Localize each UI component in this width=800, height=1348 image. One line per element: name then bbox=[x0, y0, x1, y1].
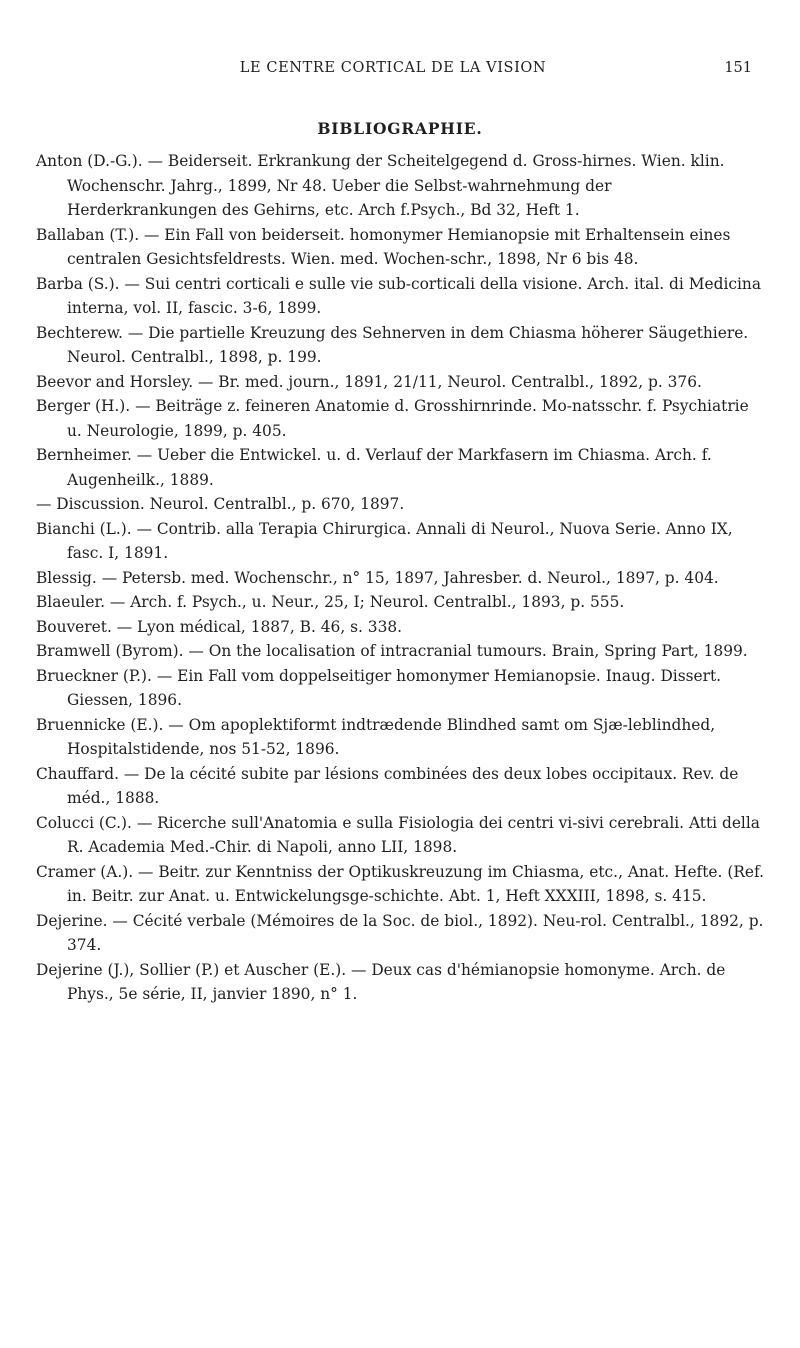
bibliography-entry: — Discussion. Neurol. Centralbl., p. 670, 1897. bbox=[36, 495, 405, 513]
bibliography-entry: Bianchi (L.). — Contrib. alla Terapia Chirurgica. Annali di Neurol., Nuova Serie. Anno IX, fasc. I, 1891. bbox=[36, 519, 733, 562]
bibliography-entry: Dejerine. — Cécité verbale (Mémoires de la Soc. de biol., 1892). Neu-rol. Centralbl., 1892, p. 374. bbox=[36, 911, 764, 954]
bibliography-entry: Cramer (A.). — Beitr. zur Kenntniss der Optikuskreuzung im Chiasma, etc., Anat. Hefte. (Ref. in. Beitr. zur Anat. u. Entwickelungsge-schichte. Abt. 1, Heft XXXIII, 1898, s. 415. bbox=[36, 862, 765, 905]
bibliography-entry: Dejerine (J.), Sollier (P.) et Auscher (E.). — Deux cas d'hémianopsie homonyme. Arch. de Phys., 5e série, II, janvier 1890, n° 1. bbox=[36, 960, 726, 1003]
bibliography-entry: Beevor and Horsley. — Br. med. journ., 1891, 21/11, Neurol. Centralbl., 1892, p. 376. bbox=[36, 372, 702, 391]
bibliography-entry: Anton (D.-G.). — Beiderseit. Erkrankung der Scheitelgegend d. Gross-hirnes. Wien. klin. Wochenschr. Jahrg., 1899, Nr 48. Ueber die Selbst-wahrnehmung der Herderkrankungen des Gehirns, etc. Arch f.Psych., Bd 32, Heft 1. bbox=[36, 152, 725, 219]
running-title: LE CENTRE CORTICAL DE LA VISION bbox=[239, 60, 547, 76]
bibliography-entry: Bechterew. — Die partielle Kreuzung des Sehnerven in dem Chiasma höherer Säugethiere. Neurol. Centralbl., 1898, p. 199. bbox=[36, 323, 749, 366]
bibliography-entry: Blaeuler. — Arch. f. Psych., u. Neur., 25, I; Neurol. Centralbl., 1893, p. 555. bbox=[36, 593, 625, 611]
bibliography-entry: Bruennicke (E.). — Om apoplektiformt indtrædende Blindhed samt om Sjæ-leblindhed, Hospitalstidende, nos 51-52, 1896. bbox=[36, 715, 716, 758]
bibliography-entry: Blessig. — Petersb. med. Wochenschr., n° 15, 1897, Jahresber. d. Neurol., 1897, p. 404. bbox=[36, 568, 719, 587]
bibliography-entry: Bramwell (Byrom). — On the localisation of intracranial tumours. Brain, Spring Part, 1899. bbox=[36, 642, 748, 660]
bibliography-entry: Berger (H.). — Beiträge z. feineren Anatomie d. Grosshirnrinde. Mo-natsschr. f. Psychiatrie u. Neurologie, 1899, p. 405. bbox=[36, 397, 749, 440]
page-number: 151 bbox=[724, 60, 752, 76]
bibliography-entry: Colucci (C.). — Ricerche sull'Anatomia e sulla Fisiologia dei centri vi-sivi cerebrali. Atti della R. Academia Med.-Chir. di Napoli, anno LII, 1898. bbox=[36, 813, 760, 856]
bibliography-list bbox=[36, 149, 766, 1007]
bibliography-entry: Bernheimer. — Ueber die Entwickel. u. d. Verlauf der Markfasern im Chiasma. Arch. f. Augenheilk., 1889. bbox=[36, 446, 712, 489]
bibliography-entry: Barba (S.). — Sui centri corticali e sulle vie sub-corticali della visione. Arch. ital. di Medicina interna, vol. II, fascic. 3-6, 1899. bbox=[36, 274, 761, 317]
page-header bbox=[0, 60, 800, 84]
bibliography-entry: Chauffard. — De la cécité subite par lésions combinées des deux lobes occipitaux. Rev. de méd., 1888. bbox=[36, 764, 739, 807]
bibliography-entry: Brueckner (P.). — Ein Fall vom doppelseitiger homonymer Hemianopsie. Inaug. Dissert. Giessen, 1896. bbox=[36, 666, 722, 709]
section-title: BIBLIOGRAPHIE. bbox=[317, 119, 483, 138]
bibliography-entry: Ballaban (T.). — Ein Fall von beiderseit. homonymer Hemianopsie mit Erhaltensein eines centralen Gesichtsfeldrests. Wien. med. Wochen-schr., 1898, Nr 6 bis 48. bbox=[36, 225, 731, 268]
bibliography-entry: Bouveret. — Lyon médical, 1887, B. 46, s. 338. bbox=[36, 617, 403, 636]
